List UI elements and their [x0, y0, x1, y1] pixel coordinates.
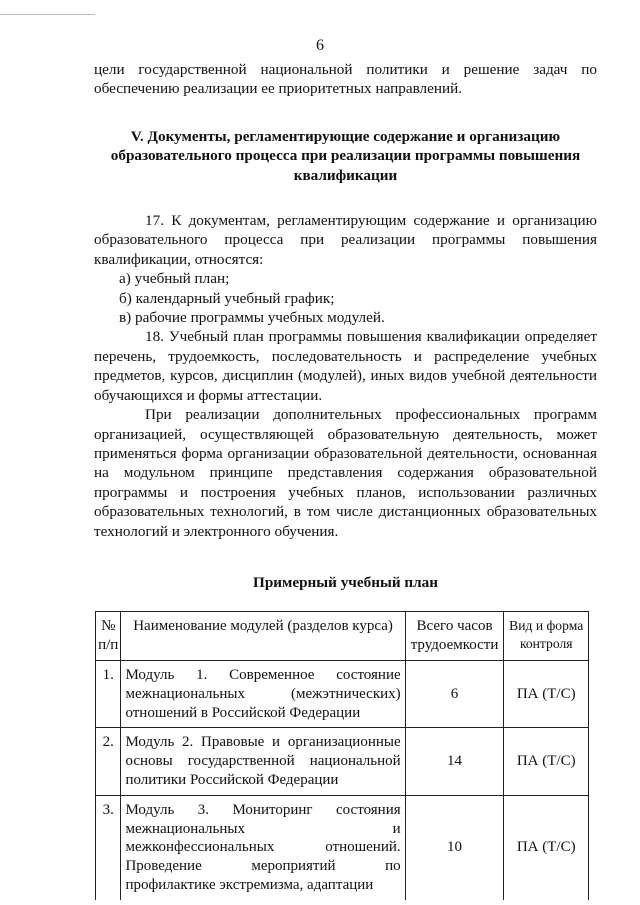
table-row: [96, 795, 589, 899]
row-name: Модуль 3. Мониторинг состояния межнациональных и межконфессиональных отношений. Проведение мероприятий по профилактике экстремизма, адаптации: [121, 795, 405, 899]
row-control: ПА (Т/С): [504, 795, 589, 899]
table-title: Примерный учебный план: [253, 573, 438, 591]
row-num: 3.: [96, 795, 121, 899]
page-number: 6: [316, 37, 324, 54]
row-control: ПА (Т/С): [504, 728, 589, 795]
table-row: [96, 728, 589, 795]
paragraph-18: 18. Учебный план программы повышения квалификации определяет перечень, трудоемкость, последовательность и распределение учебных предметов, курсов, дисциплин (модулей), иных видов учебной деятельности обучающихся и формы аттестации.: [94, 328, 597, 404]
row-name: Модуль 2. Правовые и организационные основы государственной национальной политики Российской Федерации: [121, 728, 405, 795]
document-body: [94, 60, 597, 900]
table-header-row: [96, 612, 589, 661]
paragraph-modular: При реализации дополнительных профессиональных программ организацией, осуществляющей образовательную деятельность, может применяться форма организации образовательной деятельности, основанная на модульном принципе представления содержания образовательной программы и построения учебных планов, использовании различных образовательных технологий, в том числе дистанционных образовательных технологий и электронного обучения.: [94, 406, 597, 540]
continuation-paragraph: цели государственной национальной политики и решение задач по обеспечению реализации ее приоритетных направлений.: [94, 61, 597, 98]
table-row: [96, 660, 589, 727]
list-item: в) рабочие программы учебных модулей.: [119, 309, 385, 327]
list-item: б) календарный учебный график;: [119, 289, 335, 307]
row-hours: 14: [405, 728, 504, 795]
header-hours: Всего часов трудоемкости: [405, 612, 504, 661]
row-num: 2.: [96, 728, 121, 795]
row-name: Модуль 1. Современное состояние межнациональных (межэтнических) отношений в Российской Федерации: [121, 660, 405, 727]
row-num: 1.: [96, 660, 121, 727]
header-control: Вид и форма контроля: [504, 612, 589, 661]
header-name: Наименование модулей (разделов курса): [121, 612, 405, 661]
curriculum-table: [95, 611, 589, 899]
row-control: ПА (Т/С): [504, 660, 589, 727]
paragraph-17: 17. К документам, регламентирующим содержание и организацию образовательного процесса при реализации программы повышения квалификации, относятся:: [94, 212, 597, 268]
row-hours: 10: [405, 795, 504, 899]
scan-corner-mark: [0, 0, 95, 15]
header-num: № п/п: [96, 612, 121, 661]
row-hours: 6: [405, 660, 504, 727]
list-item: а) учебный план;: [119, 270, 230, 288]
section-heading: V. Документы, регламентирующие содержание и организацию образовательного процесса при реализации программы повышения квалификации: [110, 127, 581, 184]
